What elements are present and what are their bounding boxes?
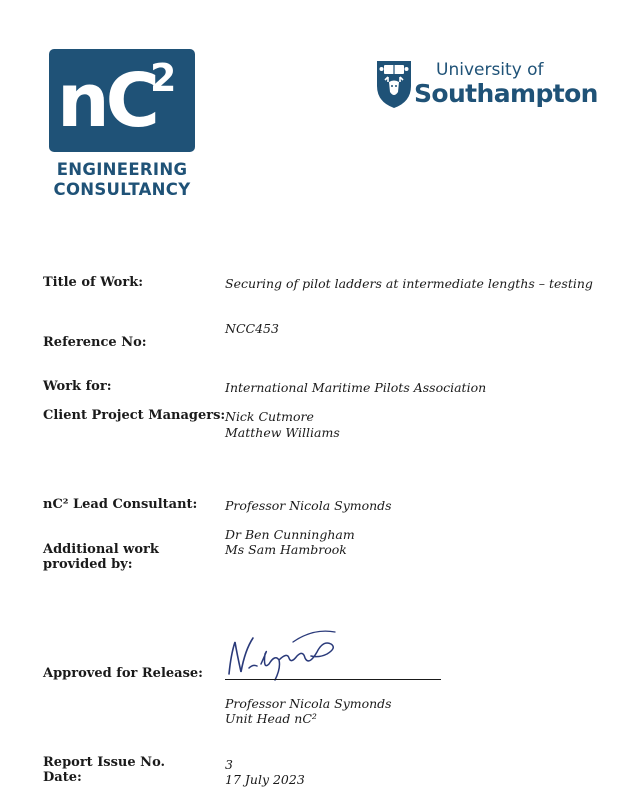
uos-logo-line1: University of — [436, 60, 544, 80]
lead-consultant-value: Professor Nicola Symonds — [225, 498, 392, 513]
signature-line — [225, 679, 441, 680]
nc2-logo-text: nC — [57, 58, 156, 144]
title-of-work-label: Title of Work: — [43, 275, 144, 290]
work-for-label: Work for: — [43, 379, 112, 394]
additional-person-1: Dr Ben Cunningham — [225, 527, 355, 542]
reference-value: NCC453 — [225, 321, 279, 336]
report-issue-label: Report Issue No. — [43, 755, 166, 770]
report-issue-value: 3 — [225, 757, 233, 772]
additional-person-2: Ms Sam Hambrook — [225, 542, 347, 557]
client-manager-1: Nick Cutmore — [225, 409, 314, 424]
reference-label: Reference No: — [43, 335, 147, 350]
date-label: Date: — [43, 770, 82, 785]
client-manager-2: Matthew Williams — [225, 425, 340, 440]
nc2-logo-superscript: 2 — [150, 56, 177, 100]
lead-consultant-label: nC² Lead Consultant: — [43, 497, 198, 512]
uos-logo-line2: Southampton — [414, 79, 598, 108]
date-value: 17 July 2023 — [225, 772, 305, 787]
work-for-value: International Maritime Pilots Association — [225, 380, 487, 395]
additional-work-label-line1: Additional work — [43, 542, 159, 557]
additional-work-label-line2: provided by: — [43, 557, 133, 572]
signature-image — [223, 624, 341, 686]
nc2-logo-consultancy: CONSULTANCY — [53, 180, 191, 199]
approved-label: Approved for Release: — [43, 666, 203, 681]
title-of-work-value: Securing of pilot ladders at intermediate lengths – testing — [225, 276, 593, 291]
approver-name: Professor Nicola Symonds — [225, 696, 392, 711]
nc2-logo-engineering: ENGINEERING — [56, 160, 188, 179]
client-managers-label: Client Project Managers: — [43, 408, 226, 423]
approver-role: Unit Head nC² — [225, 711, 317, 726]
stag-crest-icon — [374, 58, 414, 110]
